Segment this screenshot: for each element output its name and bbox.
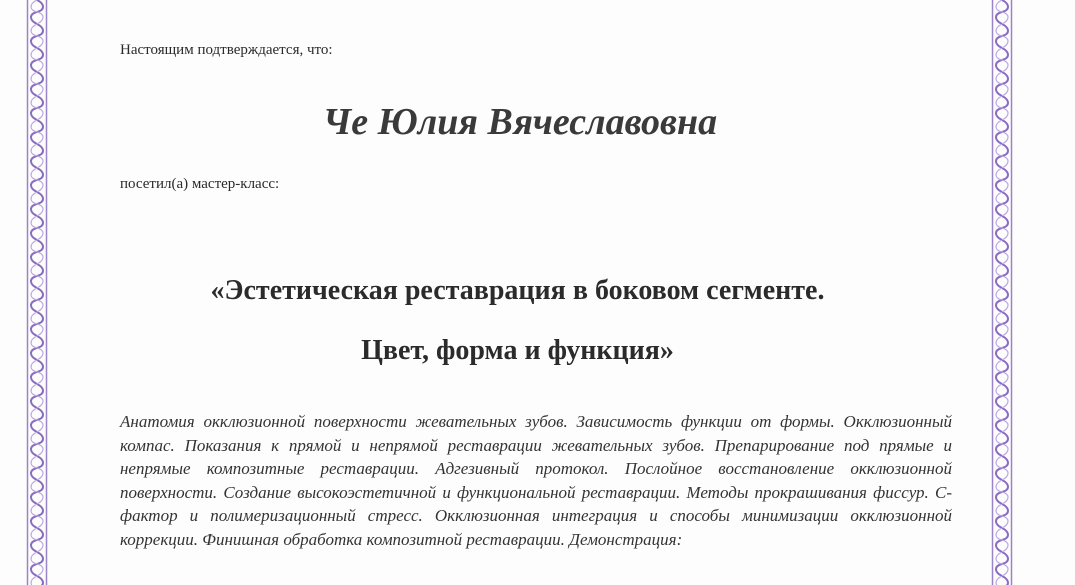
intro-text: Настоящим подтверждается, что: [120,42,333,58]
course-title-line2: Цвет, форма и функция» [361,335,674,366]
course-description: Анатомия окклюзионной поверхности жевательных зубов. Зависимость функции от формы. Окклюзионный компас. Показания к прямой и непрямой реставрации жевательных зубов. Препарирование под прямые и непрямые композитные реставрации. Адгезивный протокол. Послойное восстановление окклюзионной поверхности. Создание высокоэстетичной и функциональной реставрации. Методы прокрашивания фиссур. С-фактор и полимеризационный стресс. Окклюзионная интеграция и способы минимизации окклюзионной коррекции. Финишная обработка композитной реставрации. Демонстрация: [120,412,952,549]
course-title-line1: «Эстетическая реставрация в боковом сегменте. [210,275,825,306]
visited-text: посетил(а) мастер-класс: [120,176,280,192]
recipient-name: Че Юлия Вячеславовна [322,101,718,143]
